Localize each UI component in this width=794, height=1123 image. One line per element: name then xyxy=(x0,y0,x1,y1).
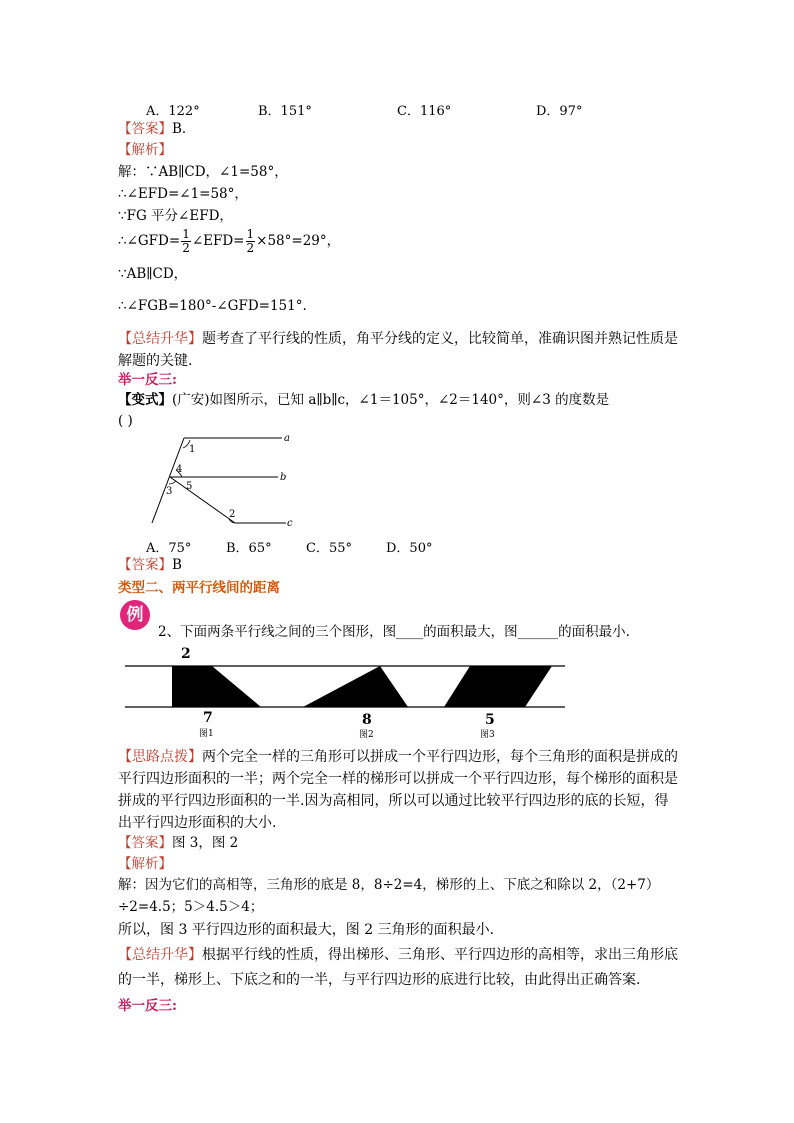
practice-heading: 举一反三: xyxy=(118,998,177,1014)
solution-line: 解：∵AB∥CD，∠1=58°， xyxy=(118,164,288,180)
hint-line: 拼成的平行四边形面积的一半.因为高相同，所以可以通过比较平行四边形的底的长短，得 xyxy=(118,793,669,809)
transversal xyxy=(152,438,184,523)
label-b: b xyxy=(280,472,287,483)
label-c: c xyxy=(287,518,293,528)
option-c: C．116° xyxy=(397,104,452,119)
segment xyxy=(170,477,235,523)
hint-line: 平行四边形面积的一半；两个完全一样的梯形可以拼成一个平行四边形，每个梯形的面积是 xyxy=(118,771,678,787)
shapes-figure xyxy=(125,644,570,742)
option-a: A．75° xyxy=(146,541,192,556)
trapezoid-shape xyxy=(172,666,261,707)
practice-heading: 举一反三: xyxy=(118,372,177,388)
option-b: B．151° xyxy=(258,104,312,119)
solution-line: 解：因为它们的高相等，三角形的底是 8，8÷2=4，梯形的上、下底之和除以 2，（2+7） xyxy=(118,877,660,893)
bottom-label-1: 7 xyxy=(203,710,213,726)
triangle-shape xyxy=(303,666,408,707)
solution-line: ∵AB∥CD， xyxy=(118,266,188,282)
section-title: 类型二、两平行线间的距离 xyxy=(118,580,280,596)
bottom-label-3: 5 xyxy=(485,712,495,728)
example-badge: 例 xyxy=(120,600,150,630)
top-label: 2 xyxy=(181,646,191,662)
label-2: 2 xyxy=(229,509,236,520)
bottom-label-2: 8 xyxy=(362,712,372,728)
label-4: 4 xyxy=(176,464,183,475)
answer-line: 【答案】B xyxy=(118,557,182,573)
hint-line: 出平行四边形面积的大小. xyxy=(118,815,277,831)
solution-line: ÷2=4.5；5＞4.5＞4； xyxy=(118,899,264,915)
option-d: D．97° xyxy=(536,104,583,119)
hint-line: 【思路点拨】两个完全一样的三角形可以拼成一个平行四边形，每个三角形的面积是拼成的 xyxy=(118,749,678,765)
option-d: D．50° xyxy=(386,541,433,556)
analysis-tag: 【解析】 xyxy=(118,142,172,158)
answer-line: 【答案】图 3，图 2 xyxy=(118,835,239,851)
option-a: A．122° xyxy=(146,104,200,119)
variant-paren: ( ) xyxy=(118,413,133,429)
solution-line-fraction: ∴∠GFD= $\frac{1}{2}$ ∠EFD= $\frac{1}{2}$ ×58°=29°， xyxy=(118,227,341,255)
example-question: 2、下面两条平行线之间的三个图形，图____的面积最大，图______的面积最小. xyxy=(158,624,630,640)
solution-line: ∴∠EFD=∠1=58°， xyxy=(118,186,248,202)
option-b: B．65° xyxy=(226,541,272,556)
parallelogram-shape xyxy=(444,666,552,707)
solution-line: 所以，图 3 平行四边形的面积最大，图 2 三角形的面积最小. xyxy=(118,922,495,938)
summary-line: 【总结升华】题考查了平行线的性质，角平分线的定义，比较简单，准确识图并熟记性质是 xyxy=(118,331,678,347)
solution-line: ∴∠FGB=180°-∠GFD=151°. xyxy=(118,298,307,314)
answer-line: 【答案】B． xyxy=(118,121,196,137)
variant-line: 【变式】(广安)如图所示，已知 a∥b∥c，∠1＝105°，∠2＝140°，则∠3 的度数是 xyxy=(118,392,610,408)
analysis-tag: 【解析】 xyxy=(118,856,172,872)
label-1: 1 xyxy=(189,444,196,455)
fraction: $\frac{1}{2}$ xyxy=(182,227,190,255)
label-3: 3 xyxy=(166,486,173,497)
summary-line: 的一半，梯形上、下底之和的一半，与平行四边形的底进行比较，由此得出正确答案. xyxy=(118,972,641,988)
caption-1: 图1 xyxy=(199,729,214,739)
option-c: C．55° xyxy=(306,541,352,556)
summary-line: 【总结升华】根据平行线的性质，得出梯形、三角形、平行四边形的高相等，求出三角形底 xyxy=(118,947,678,963)
parallel-lines-figure xyxy=(140,428,310,528)
answer-tag: 【答案】 xyxy=(118,121,172,137)
caption-2: 图2 xyxy=(359,730,374,740)
label-a: a xyxy=(284,433,290,444)
caption-3: 图3 xyxy=(480,730,495,740)
label-5: 5 xyxy=(186,481,193,492)
fraction: $\frac{1}{2}$ xyxy=(246,227,255,255)
solution-line: ∵FG 平分∠EFD， xyxy=(118,208,233,224)
summary-line: 解题的关键. xyxy=(118,353,193,369)
